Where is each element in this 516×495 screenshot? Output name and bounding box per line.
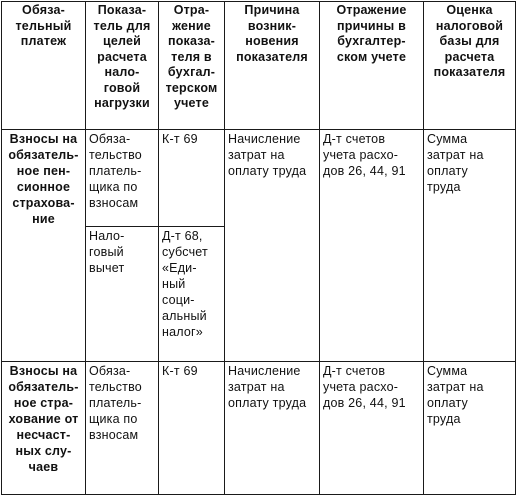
table-row (2, 130, 516, 227)
tax-indicators-table (1, 1, 516, 495)
indicator-obligation: Обяза- тельство платель- щика по взносам (86, 130, 159, 227)
cause-accounting-cell: Д-т счетов учета расхо- дов 26, 44, 91 (320, 362, 424, 495)
table-row (2, 362, 516, 495)
cause-cell: Начисление затрат на оплату труда (225, 130, 320, 362)
header-payment: Обяза- тельный платеж (2, 2, 86, 130)
indicator-obligation: Обяза- тельство платель- щика по взносам (86, 362, 159, 495)
payment-accident-insurance: Взносы на обязатель- ное стра- хование от несчаст- ных слу- чаев (2, 362, 86, 495)
tax-base-cell: Сумма затрат на оплату труда (424, 130, 516, 362)
accounting-credit-69: К-т 69 (159, 362, 225, 495)
header-cause: Причина возник- новения показателя (225, 2, 320, 130)
header-row (2, 2, 516, 130)
cause-accounting-cell: Д-т счетов учета расхо- дов 26, 44, 91 (320, 130, 424, 362)
header-accounting-reflection: Отра- жение показа- теля в бухгал- терском учете (159, 2, 225, 130)
payment-pension: Взносы на обязатель- ное пен- сионное страхова- ние (2, 130, 86, 362)
header-cause-accounting: Отражение причины в бухгалтер- ском учете (320, 2, 424, 130)
cause-cell: Начисление затрат на оплату труда (225, 362, 320, 495)
header-tax-base: Оценка налоговой базы для расчета показателя (424, 2, 516, 130)
accounting-credit-69: К-т 69 (159, 130, 225, 227)
tax-base-cell: Сумма затрат на оплату труда (424, 362, 516, 495)
accounting-debit-68: Д-т 68, субсчет «Еди- ный соци- альный налог» (159, 227, 225, 362)
indicator-tax-deduction: Нало- говый вычет (86, 227, 159, 362)
header-indicator: Показа- тель для целей расчета нало- говой нагрузки (86, 2, 159, 130)
